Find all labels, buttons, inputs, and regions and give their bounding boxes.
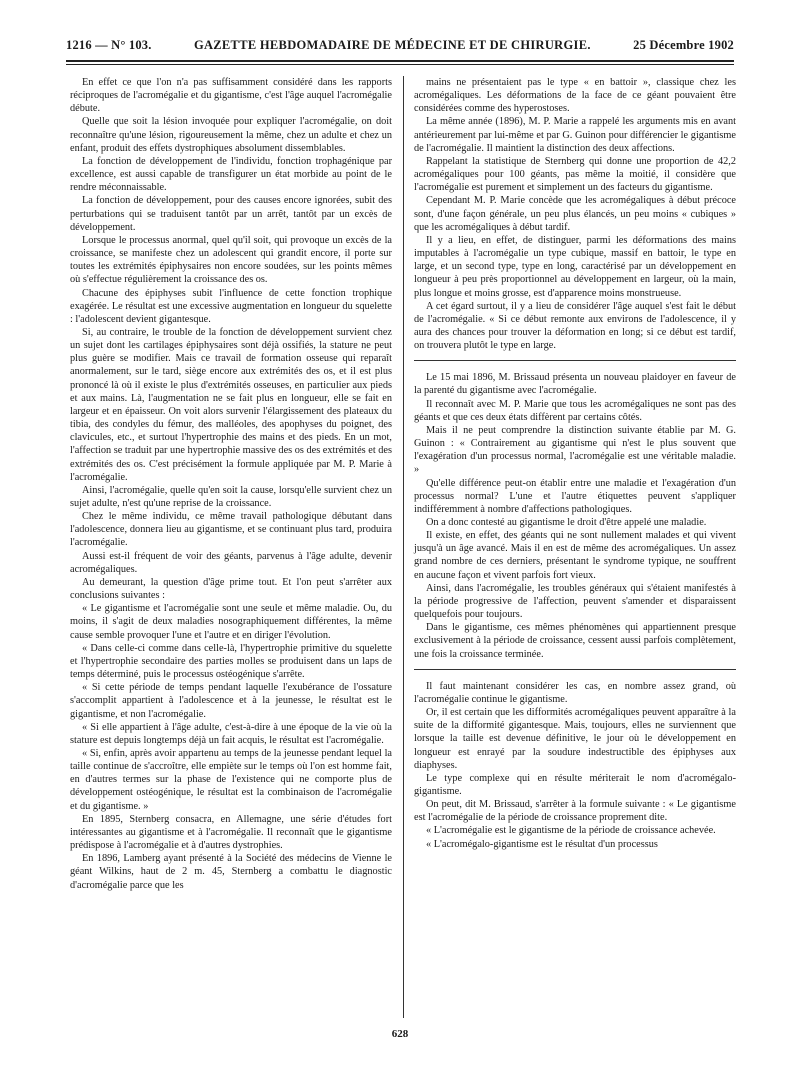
section-separator [414, 360, 736, 361]
paragraph: « Le gigantisme et l'acromégalie sont une seule et même maladie. Ou, du moins, il s'agit de deux maladies nosographiquement différentes, la même cause semble provoquer l'une et l'autre et en diriger l'évolution. [70, 603, 392, 641]
page-number: 628 [391, 1028, 409, 1040]
paragraph: Ainsi, dans l'acromégalie, les troubles généraux qui s'étaient manifestés à la période progressive de l'affection, peuvent s'amender et disparaissent quelquefois pour toujours. [414, 582, 736, 621]
column-divider [403, 76, 404, 1018]
running-header [66, 38, 734, 53]
paragraph: Le type complexe qui en résulte mériterait le nom d'acromégalo-gigantisme. [414, 772, 736, 797]
paragraph: Mais il ne peut comprendre la distinction suivante établie par M. G. Guinon : « Contrairement au gigantisme qui n'est le plus souvent que l'exagération d'un processus normal, l'acromégalie est une véritable maladie. » [414, 424, 736, 476]
section-separator [414, 669, 736, 670]
paragraph: Lorsque le processus anormal, quel qu'il soit, qui provoque un excès de la croissance, se manifeste chez un adolescent qui grandit encore, il porte sur toutes les extrémités épiphysaires non encore soudées, sur les points mêmes où s'effectue régulièrement la croissance des os. [70, 234, 392, 286]
paragraph: En 1895, Sternberg consacra, en Allemagne, une série d'études fort intéressantes au gigantisme et à l'acromégalie. Il reconnaît que le gigantisme prédispose à l'acromégalie et à d'autres dystrophies. [70, 813, 392, 852]
paragraph: Si, au contraire, le trouble de la fonction de développement survient chez un sujet dont les cartilages épiphysaires sont déjà ossifiés, la stature ne peut plus guère se modifier. Mais ce travail de formation osseuse qui reparaît anormalement, sur le tard, siège encore aux extrémités des os, et il est plus prononcé là où il existe le plus d'extrémités osseuses, en particulier aux pieds et aux mains. Là, l'augmentation ne se fait plus en longueur, elle se fait en largeur et en épaisseur. On voit alors survenir l'élargissement des plateaux du tibia, des condyles du fémur, des malléoles, des apophyses du poignet, des clavicules, etc., et surtout l'hypertrophie des mains et des pieds. En un mot, l'affection se traduit par une hypertrophie massive des os des extrémités et des extrémités des os. C'est précisément la formule appliquée par M. P. Marie à l'acromégalie. [70, 326, 392, 483]
paragraph: Au demeurant, la question d'âge prime tout. Et l'on peut s'arrêter aux conclusions suivantes : [70, 576, 392, 602]
paragraph: La fonction de développement, pour des causes encore ignorées, subit des perturbations qui se traduisent tantôt par un arrêt, tantôt par un excès de développement. [70, 195, 392, 233]
paragraph: En 1896, Lamberg ayant présenté à la Société des médecins de Vienne le géant Wilkins, haut de 2 m. 45, Sternberg a combattu le diagnostic d'acromégalie parce que les [70, 853, 392, 891]
paragraph: Qu'elle différence peut-on établir entre une maladie et l'exagération d'un processus normal? L'une et l'autre étiquettes peuvent s'appliquer indifféremment à nombre d'affections pathologiques. [414, 477, 736, 515]
paragraph: Il existe, en effet, des géants qui ne sont nullement malades et qui vivent jusqu'à un âge avancé. Mais il en est de même des acromégaliques. Un assez grand nombre de ces derniers, présentant le syndrome typique, ne souffrent en aucune façon et vivent parfois fort vieux. [414, 530, 736, 581]
paragraph: On a donc contesté au gigantisme le droit d'être appelé une maladie. [426, 517, 707, 528]
paragraph: Chacune des épiphyses subit l'influence de cette fonction trophique exagérée. Le résultat est une excessive augmentation en longueur du squelette : l'adolescent devient gigantesque. [70, 287, 392, 325]
issue-number: 1216 — N° 103. [66, 38, 152, 52]
paragraph: Le 15 mai 1896, M. Brissaud présenta un nouveau plaidoyer en faveur de la parenté du gigantisme avec l'acromégalie. [414, 372, 736, 397]
paragraph: « L'acromégalo-gigantisme est le résultat d'un processus [426, 838, 658, 850]
right-column [414, 76, 736, 851]
header-rule-thin [66, 64, 734, 65]
journal-title: GAZETTE HEBDOMADAIRE DE MÉDECINE ET DE CHIRURGIE. [193, 38, 591, 52]
paragraph: Il y a lieu, en effet, de distinguer, parmi les déformations des mains imputables à l'acromégalie un type cubique, massif en battoir, le type en large, et un second type, type en long, caractérisé par un développement en longueur à peu près proportionnel au développement en largeur, où la main, plus longue et moins grosse, est d'apparence moins monstrueuse. [414, 234, 736, 299]
paragraph: Rappelant la statistique de Sternberg qui donne une proportion de 42,2 acromégaliques pour 100 géants, pas même la moitié, il considère que l'acromégalie est purement et simplement un des facteurs du gigantisme. [414, 155, 736, 194]
paragraph: On peut, dit M. Brissaud, s'arrêter à la formule suivante : « Le gigantisme est l'acromégalie de la période de croissance proprement dite. [414, 799, 736, 824]
paragraph: « Si cette période de temps pendant laquelle l'exubérance de l'ossature s'accomplit appartient à l'adolescence et à la jeunesse, le résultat est le gigantisme, et non l'acromégalie. [70, 682, 392, 720]
issue-date: 25 Décembre 1902 [633, 38, 734, 52]
paragraph: Dans le gigantisme, ces mêmes phénomènes qui appartiennent presque exclusivement à la période de croissance, cessent aussi parfois complètement, une fois la croissance terminée. [414, 622, 736, 660]
paragraph: Il faut maintenant considérer les cas, en nombre assez grand, où l'acromégalie continue le gigantisme. [414, 680, 736, 705]
paragraph: La même année (1896), M. P. Marie a rappelé les arguments mis en avant antérieurement par lui-même et par G. Guinon pour différencier le gigantisme de l'acromégalie. Il maintient la distinction des deux affections. [414, 116, 736, 154]
paragraph: La fonction de développement de l'individu, fonction trophagénique par excellence, est aussi capable de transfigurer un état morbide au point de le rendre méconnaissable. [70, 155, 392, 194]
paragraph: mains ne présentaient pas le type « en battoir », classique chez les acromégaliques. Les déformations de la face de ce géant pouvaient être considérées comme des hyperostoses. [414, 77, 736, 115]
paragraph: Aussi est-il fréquent de voir des géants, parvenus à l'âge adulte, devenir acromégaliques. [70, 550, 392, 575]
paragraph: Or, il est certain que les difformités acromégaliques peuvent apparaître à la suite de la difformité gigantesque. Mais, toujours, elles ne surviennent que lorsque la taille est devenue définitive, le jour où le développement en longueur est enrayé par la soudure indestructible des épiphyses aux diaphyses. [414, 707, 736, 771]
paragraph: Ainsi, l'acromégalie, quelle qu'en soit la cause, lorsqu'elle survient chez un sujet adulte, n'est qu'une reprise de la croissance. [70, 484, 392, 509]
left-column [70, 76, 392, 892]
paragraph: Il reconnaît avec M. P. Marie que tous les acromégaliques ne sont pas des géants et que ces deux états diffèrent par certains côtés. [414, 398, 736, 423]
paragraph: Chez le même individu, ce même travail pathologique débutant dans l'adolescence, donnera lieu au gigantisme, et se continuant plus tard, produira l'acromégalie. [70, 511, 392, 549]
paragraph: « L'acromégalie est le gigantisme de la période de croissance achevée. [426, 825, 716, 837]
paragraph: « Si elle appartient à l'âge adulte, c'est-à-dire à une époque de la vie où la stature est depuis longtemps déjà un fait acquis, le résultat est l'acromégalie. [70, 721, 392, 746]
paragraph: Cependant M. P. Marie concède que les acromégaliques à début précoce sont, d'une façon générale, un peu plus élancés, un peu moins « cubiques » que les acromégaliques à début tardif. [414, 195, 736, 233]
paragraph: Quelle que soit la lésion invoquée pour expliquer l'acromégalie, on doit reconnaître qu'une lésion, rigoureusement la même, chez un adulte et chez un enfant, produit des effets dystrophiques absolument dissemblables. [70, 116, 392, 154]
paragraph: En effet ce que l'on n'a pas suffisamment considéré dans les rapports réciproques de l'acromégalie et du gigantisme, c'est l'âge auquel l'acromégalie débute. [70, 77, 392, 115]
paragraph: « Dans celle-ci comme dans celle-là, l'hypertrophie primitive du squelette et l'hypertrophie secondaire des parties molles se produisent dans un laps de temps déterminé, puis le processus ostéogénique s'arrête. [70, 642, 392, 681]
paragraph: A cet égard surtout, il y a lieu de considérer l'âge auquel s'est fait le début de l'acromégalie. « Si ce début remonte aux environs de l'adolescence, il y aura des chances pour trouver la déformation en long; si ce début est tardif, on trouvera plutôt le type en large. [414, 300, 736, 352]
header-rule-thick [66, 60, 734, 62]
paragraph: « Si, enfin, après avoir appartenu au temps de la jeunesse pendant lequel la taille continue de s'accroître, elle empiète sur le temps où l'on est homme fait, en d'autres termes sur la phase de l'existence qui ne comporte plus de développement ostéogénique, le résultat est la combinaison de l'acromégalie et du gigantisme. » [70, 747, 392, 812]
